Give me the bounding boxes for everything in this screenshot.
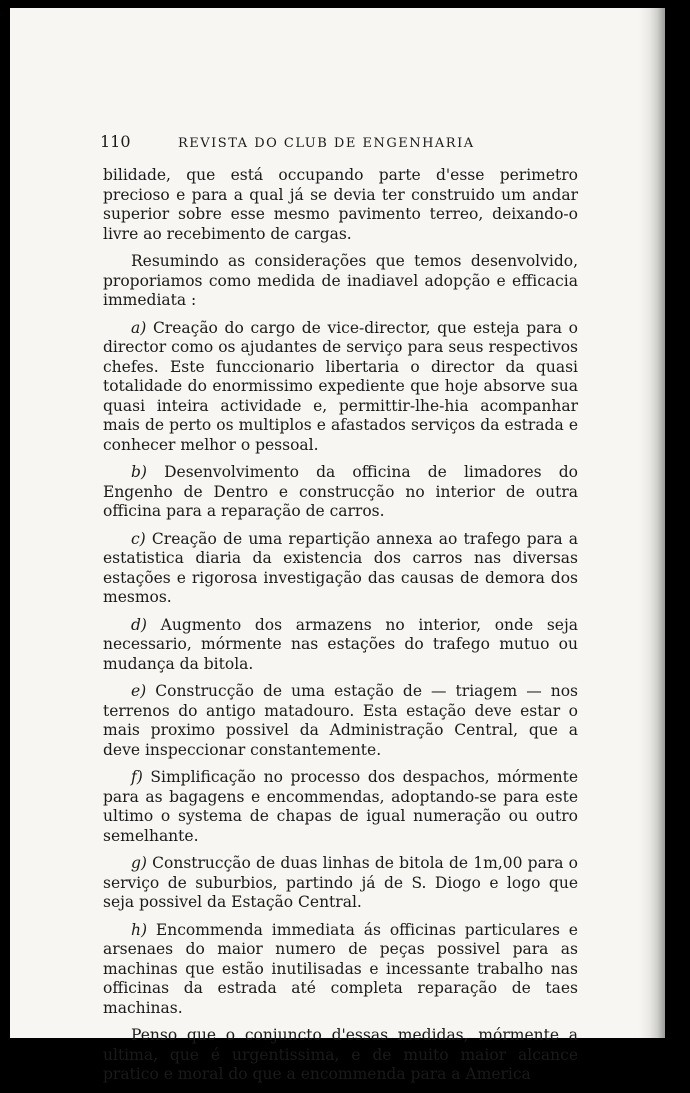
item-letter: g) bbox=[131, 854, 147, 872]
item-letter: a) bbox=[131, 318, 147, 337]
item-letter: c) bbox=[131, 529, 146, 548]
item-text: Construcção de duas linhas de bitola de 1m,00 para o serviço de suburbios, partindo já de S. Diogo e logo que seja possivel da Estação Central. bbox=[103, 854, 578, 911]
item-text: Encommenda immediata ás officinas particulares e arsenaes do maior numero de peças possivel para as machinas que estão inutilisadas e incessante trabalho nas officinas da estrada até completa reparação de taes machinas. bbox=[103, 920, 578, 1017]
paragraph-summary: Resumindo as considerações que temos desenvolvido, proporiamos como medida de inadiavel adopção e efficacia immediata : bbox=[103, 252, 578, 309]
page-header bbox=[100, 132, 580, 151]
item-text: Creação de uma repartição annexa ao trafego para a estatistica diaria da existencia dos carros nas diversas estações e rigorosa investigação das causas de demora dos mesmos. bbox=[103, 529, 578, 606]
list-item-e bbox=[103, 682, 578, 760]
list-item-d bbox=[103, 616, 578, 675]
item-text: Simplificação no processo dos despachos, mórmente para as bagagens e encommendas, adoptando-se para este ultimo o systema de chapas de igual numeração ou outro semelhante. bbox=[103, 768, 578, 845]
body-text bbox=[103, 166, 578, 1093]
paragraph-closing: Penso que o conjuncto d'essas medidas, mórmente a ultima, que é urgentissima, e de muito maior alcance pratico e moral do que a encommenda para a America bbox=[103, 1026, 578, 1083]
list-item-f bbox=[103, 768, 578, 846]
list-item-g bbox=[103, 854, 578, 913]
list-item-h bbox=[103, 921, 578, 1019]
book-page bbox=[10, 8, 665, 1083]
item-letter: e) bbox=[131, 682, 147, 700]
page-edge-shadow bbox=[639, 8, 665, 1038]
item-text: Creação do cargo de vice-director, que esteja para o director como os ajudantes de serviço para seus respectivos chefes. Este funccionario libertaria o director da quasi totalidade do enormissimo expediente que hoje absorve sua quasi inteira actividade e, permittir-lhe-hia acompanhar mais de perto os multiplos e afastados serviços da estrada e conhecer melhor o pessoal. bbox=[103, 318, 578, 454]
item-letter: b) bbox=[131, 463, 147, 481]
item-letter: d) bbox=[131, 615, 147, 634]
item-text: Augmento dos armazens no interior, onde seja necessario, mórmente nas estações do trafego mutuo ou mudança da bitola. bbox=[103, 615, 578, 673]
list-item-b bbox=[103, 463, 578, 522]
list-item-a bbox=[103, 319, 578, 456]
list-item-c bbox=[103, 530, 578, 608]
running-title: REVISTA DO CLUB DE ENGENHARIA bbox=[178, 136, 475, 151]
item-letter: f) bbox=[131, 768, 143, 786]
item-letter: h) bbox=[131, 920, 148, 939]
item-text: Desenvolvimento da officina de limadores do Engenho de Dentro e construcção no interior de outra officina para a reparação de carros. bbox=[103, 463, 578, 520]
page-number: 110 bbox=[100, 132, 131, 151]
item-text: Construcção de uma estação de — triagem — nos terrenos do antigo matadouro. Esta estação deve estar o mais proximo possivel da Administração Central, que a deve inspeccionar constantemente. bbox=[103, 682, 578, 759]
paragraph-continuation: bilidade, que está occupando parte d'esse perimetro precioso e para a qual já se devia ter construido um andar superior sobre esse mesmo pavimento terreo, deixando-o livre ao recebimento de cargas. bbox=[103, 166, 578, 243]
